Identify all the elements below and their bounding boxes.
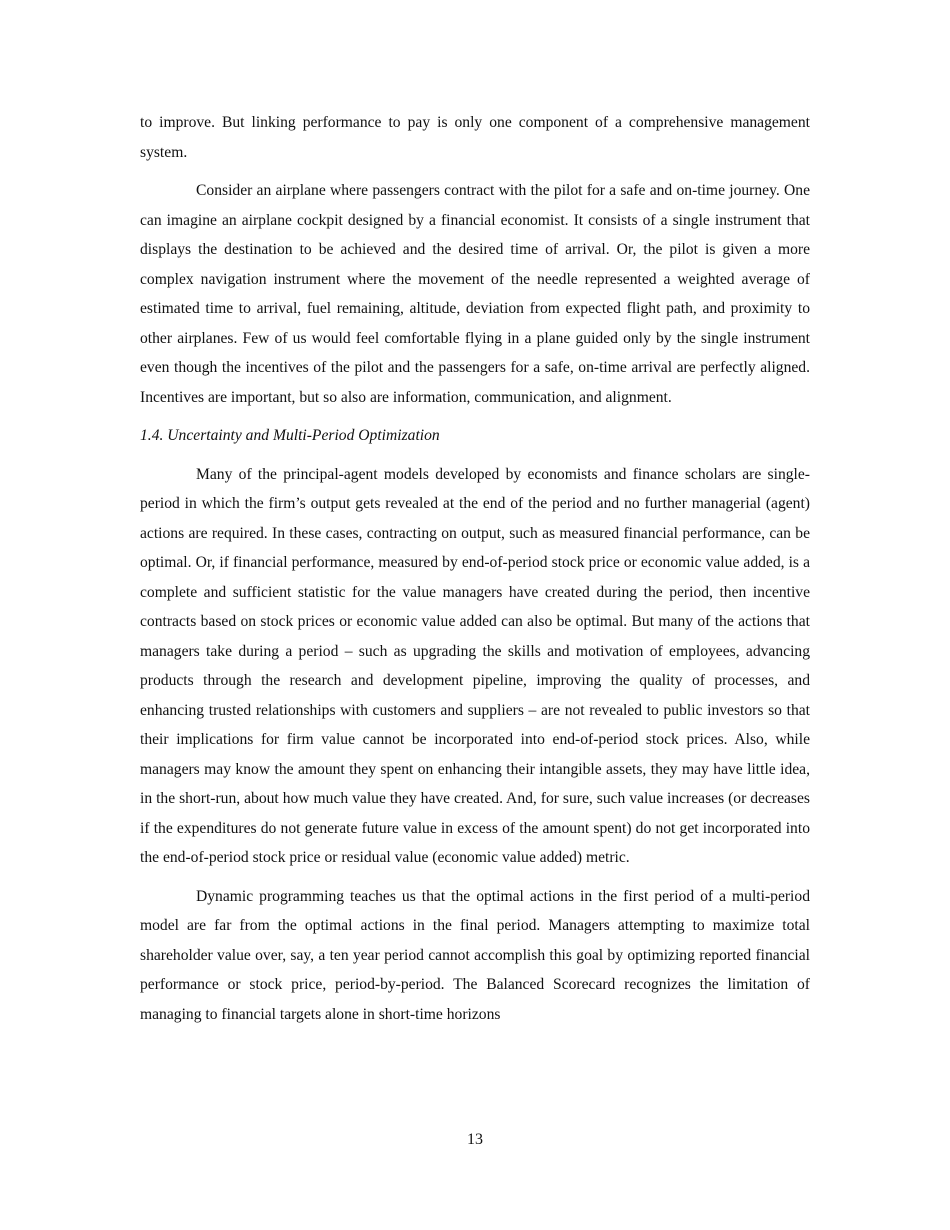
paragraph-principal-agent: Many of the principal-agent models developed by economists and finance scholars are single-period in which the firm’s output gets revealed at the end of the period and no further managerial (agent) actions are required. In these cases, contracting on output, such as measured financial performance, can be optimal. Or, if financial performance, measured by end-of-period stock price or economic value added, is a complete and sufficient statistic for the value managers have created during the period, then incentive contracts based on stock prices or economic value added can also be optimal. But many of the actions that managers take during a period – such as upgrading the skills and motivation of employees, advancing products through the research and development pipeline, improving the quality of processes, and enhancing trusted relationships with customers and suppliers – are not revealed to public investors so that their implications for firm value cannot be incorporated into end-of-period stock prices. Also, while managers may know the amount they spent on enhancing their intangible assets, they may have little idea, in the short-run, about how much value they have created. And, for sure, such value increases (or decreases if the expenditures do not generate future value in excess of the amount spent) do not get incorporated into the end-of-period stock price or residual value (economic value added) metric. — [140, 465, 810, 866]
document-page — [140, 108, 810, 1038]
page-number: 13 — [467, 1131, 483, 1148]
paragraph-dynamic-programming: Dynamic programming teaches us that the optimal actions in the first period of a multi-period model are far from the optimal actions in the final period. Managers attempting to maximize total shareholder value over, say, a ten year period cannot accomplish this goal by optimizing reported financial performance or stock price, period-by-period. The Balanced Scorecard recognizes the limitation of managing to financial targets alone in short-time horizons — [140, 887, 810, 1023]
section-heading: 1.4. Uncertainty and Multi-Period Optimization — [140, 427, 440, 444]
paragraph-airplane-analogy: Consider an airplane where passengers contract with the pilot for a safe and on-time journey. One can imagine an airplane cockpit designed by a financial economist. It consists of a single instrument that displays the destination to be achieved and the desired time of arrival. Or, the pilot is given a more complex navigation instrument where the movement of the needle represented a weighted average of estimated time to arrival, fuel remaining, altitude, deviation from expected flight path, and proximity to other airplanes. Few of us would feel comfortable flying in a plane guided only by the single instrument even though the incentives of the pilot and the passengers for a safe, on-time arrival are perfectly aligned. Incentives are important, but so also are information, communication, and alignment. — [140, 182, 810, 406]
paragraph-continuation: to improve. But linking performance to pay is only one component of a comprehensive management system. — [140, 114, 810, 161]
